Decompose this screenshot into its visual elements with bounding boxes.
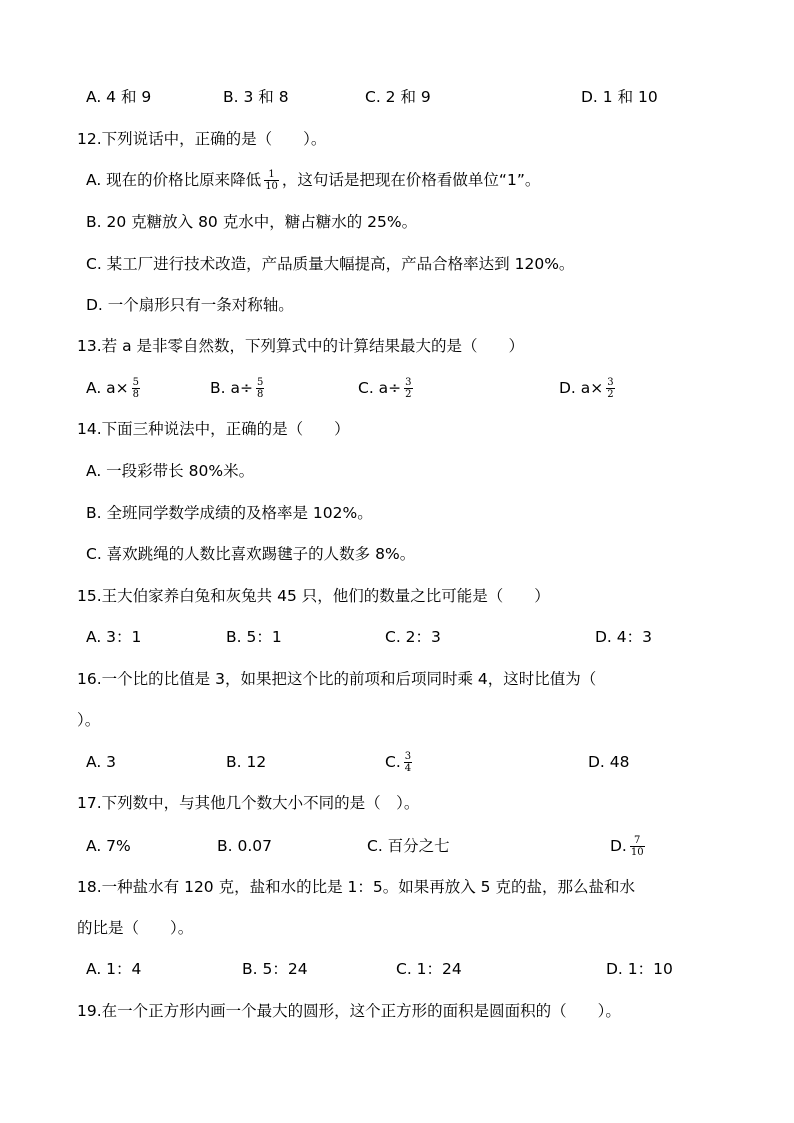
q18-option-a: A. 1：4 — [86, 960, 142, 978]
q11-option-b: B. 3 和 8 — [223, 88, 289, 106]
q13-option-a: A. a× $\frac{5}{8}$ — [86, 377, 140, 400]
q16-stem-line1: 16.一个比的比值是 3，如果把这个比的前项和后项同时乘 4，这时比值为（ — [77, 670, 597, 688]
q17-option-a: A. 7% — [86, 837, 131, 855]
q17-option-d: D. $\frac{7}{10}$ — [610, 835, 644, 858]
q16-options — [86, 746, 794, 778]
q18-option-b: B. 5：24 — [242, 960, 308, 978]
q15-option-a: A. 3：1 — [86, 628, 142, 646]
q13-option-c: C. a÷ $\frac{3}{2}$ — [358, 377, 412, 400]
q16-stem-line2: ）。 — [77, 711, 101, 729]
q18-stem-line2: 的比是（ ）。 — [77, 919, 194, 937]
q15-option-b: B. 5：1 — [226, 628, 282, 646]
fraction: $\frac{3}{2}$ — [607, 377, 614, 400]
q18-option-c: C. 1：24 — [396, 960, 462, 978]
q11-option-a: A. 4 和 9 — [86, 88, 152, 106]
q14-option-b: B. 全班同学数学成绩的及格率是 102%。 — [86, 504, 373, 522]
fraction: $\frac{7}{10}$ — [630, 835, 644, 858]
q15-option-c: C. 2：3 — [385, 628, 441, 646]
q16-option-b: B. 12 — [226, 753, 267, 771]
q18-option-d: D. 1：10 — [606, 960, 673, 978]
q13-stem: 13.若 a 是非零自然数，下列算式中的计算结果最大的是（ ） — [77, 337, 525, 355]
q14-stem: 14.下面三种说法中，正确的是（ ） — [77, 420, 350, 438]
q17-option-b: B. 0.07 — [217, 837, 272, 855]
q12-option-a-text: A. 现在的价格比原来降低 — [86, 171, 262, 189]
q15-options — [86, 621, 794, 653]
q18-options — [86, 953, 794, 985]
q12-option-d: D. 一个扇形只有一条对称轴。 — [86, 296, 294, 314]
fraction: $\frac{1}{10}$ — [265, 169, 278, 192]
q16-option-a: A. 3 — [86, 753, 117, 771]
q17-options — [86, 830, 794, 862]
q13-option-b: B. a÷ $\frac{5}{8}$ — [210, 377, 264, 400]
q12-option-a — [86, 164, 794, 196]
fraction: $\frac{5}{8}$ — [132, 377, 140, 400]
fraction: $\frac{3}{2}$ — [405, 377, 412, 400]
q13-option-d: D. a× $\frac{3}{2}$ — [559, 377, 614, 400]
q16-option-c: C. $\frac{3}{4}$ — [385, 751, 412, 774]
fraction: $\frac{3}{4}$ — [404, 751, 412, 774]
q19-stem: 19.在一个正方形内画一个最大的圆形，这个正方形的面积是圆面积的（ ）。 — [77, 1002, 621, 1020]
q16-option-d: D. 48 — [588, 753, 630, 771]
fraction: $\frac{5}{8}$ — [256, 377, 264, 400]
q12-stem: 12.下列说话中，正确的是（ ）。 — [77, 130, 327, 148]
q11-option-d: D. 1 和 10 — [581, 88, 658, 106]
q15-option-d: D. 4：3 — [595, 628, 653, 646]
q14-option-c: C. 喜欢跳绳的人数比喜欢踢毽子的人数多 8%。 — [86, 545, 416, 563]
q13-options — [86, 372, 794, 404]
q18-stem-line1: 18.一种盐水有 120 克，盐和水的比是 1：5。如果再放入 5 克的盐，那么盐和水 — [77, 878, 635, 896]
q11-option-c: C. 2 和 9 — [365, 88, 431, 106]
q12-option-a-text-rest: ，这句话是把现在价格看做单位“1”。 — [281, 171, 541, 189]
q11-options — [86, 81, 794, 113]
q17-option-c: C. 百分之七 — [367, 837, 450, 855]
q17-stem: 17.下列数中，与其他几个数大小不同的是（ ）。 — [77, 794, 420, 812]
q14-option-a: A. 一段彩带长 80%米。 — [86, 462, 255, 480]
q12-option-c: C. 某工厂进行技术改造，产品质量大幅提高，产品合格率达到 120%。 — [86, 255, 575, 273]
q12-option-b: B. 20 克糖放入 80 克水中，糖占糖水的 25%。 — [86, 213, 418, 231]
q15-stem: 15.王大伯家养白兔和灰兔共 45 只，他们的数量之比可能是（ ） — [77, 587, 550, 605]
